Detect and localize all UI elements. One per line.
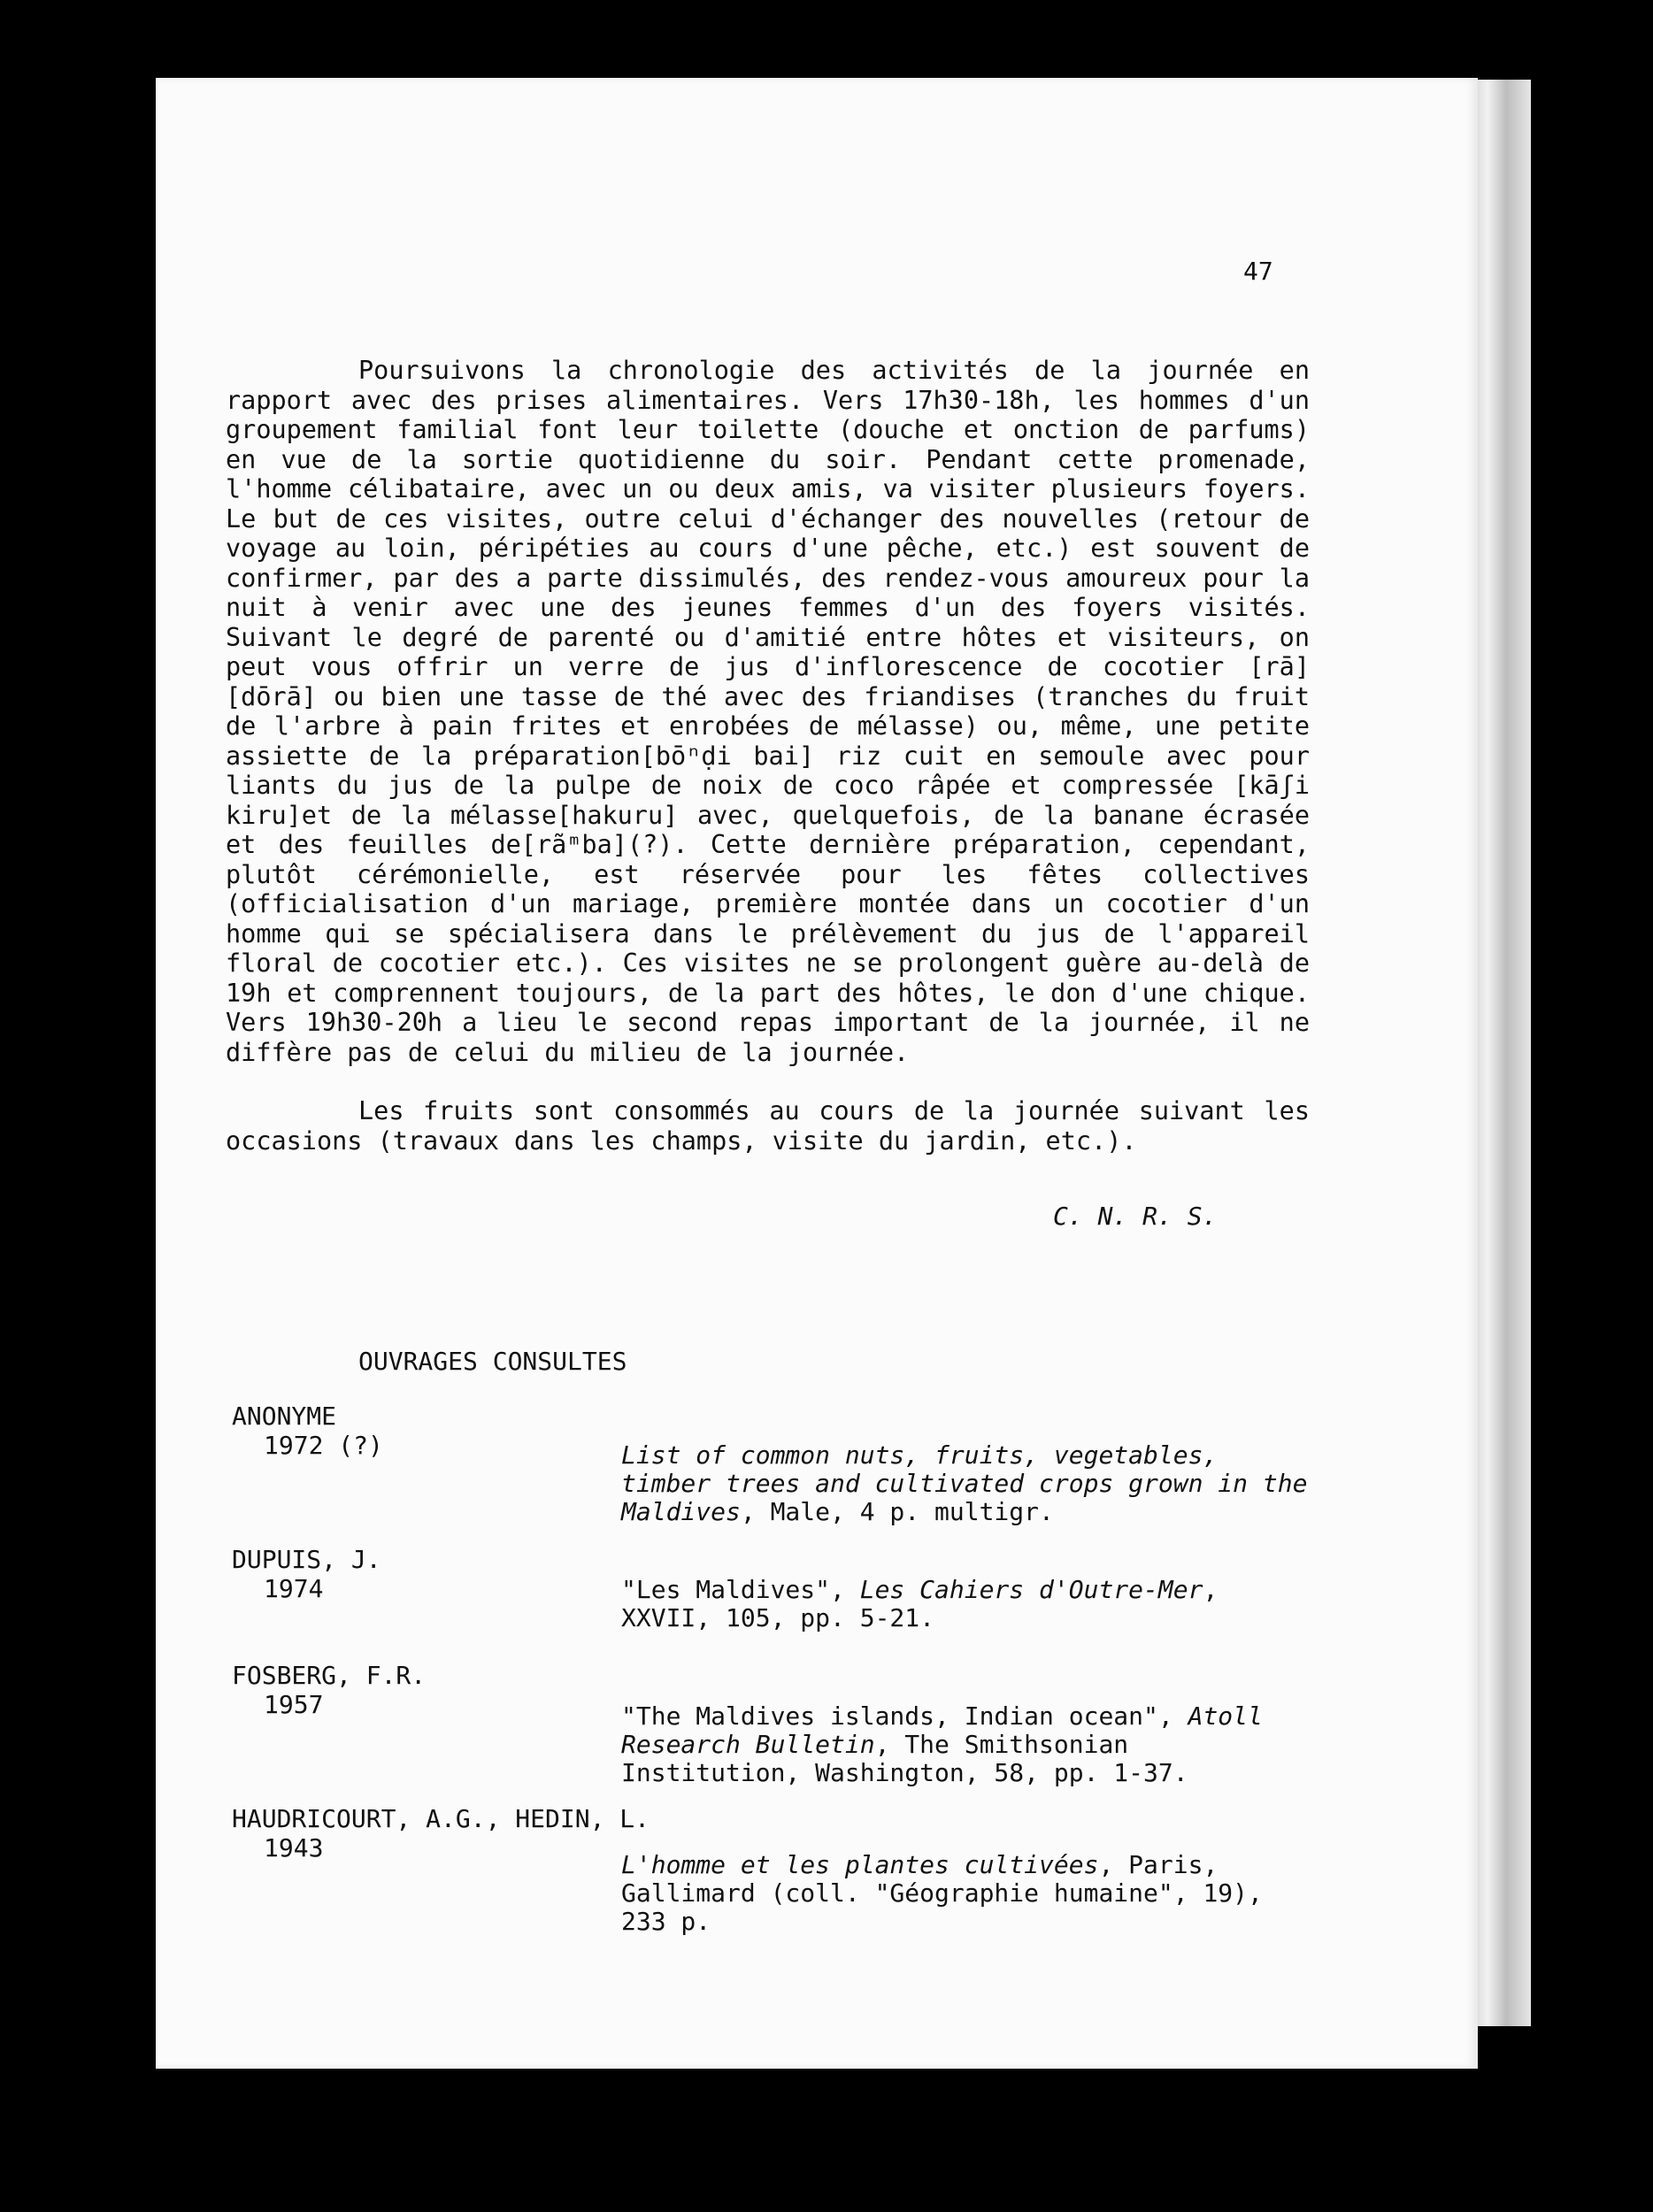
reference-entry — [621, 1702, 1320, 1787]
bibliography-heading: OUVRAGES CONSULTES — [358, 1347, 627, 1376]
reference-details: , Paris, Gallimard (coll. "Géographie humaine", 19), 233 p. — [621, 1850, 1263, 1936]
reference-title: Atoll Research Bulletin — [621, 1701, 1263, 1759]
reference-author: HAUDRICOURT, A.G., HEDIN, L. — [232, 1804, 650, 1833]
reference-details: , Male, 4 p. multigr. — [740, 1497, 1054, 1526]
page-stack-edge — [1469, 80, 1531, 2026]
affiliation-signature: C. N. R. S. — [1053, 1202, 1218, 1231]
reference-article-title: "The Maldives islands, Indian ocean", — [621, 1701, 1188, 1731]
reference-year: 1957 — [264, 1690, 324, 1719]
paragraph-daily-activities: Poursuivons la chronologie des activités de la journée en rapport avec des prises alimentaires. Vers 17h30-18h, les hommes d'un groupement familial font leur toilette (douche et onction de parfums) en vue de la sortie quotidienne du soir. Pendant cette promenade, l'homme célibataire, avec un ou deux amis, va visiter plusieurs foyers. Le but de ces visites, outre celui d'échanger des nouvelles (retour de voyage au loin, péripéties au cours d'une pêche, etc.) est souvent de confirmer, par des a parte dissimulés, des rendez-vous amoureux pour la nuit à venir avec une des jeunes femmes d'un des foyers visités. Suivant le degré de parenté ou d'amitié entre hôtes et visiteurs, on peut vous offrir un verre de jus d'inflorescence de cocotier [rā] [dōrā] ou bien une tasse de thé avec des friandises (tranches du fruit de l'arbre à pain frites et enrobées de mélasse) ou, même, une petite assiette de la préparation[bōⁿḍi bai] riz cuit en semoule avec pour liants du jus de la pulpe de noix de coco râpée et compressée [kāʃi kiru]et de la mélasse[hakuru] avec, quelquefois, de la banane écrasée et des feuilles de[rãᵐba](?). Cette dernière préparation, cependant, plutôt cérémonielle, est réservée pour les fêtes collectives (officialisation d'un mariage, première montée dans un cocotier d'un homme qui se spécialisera dans le prélèvement du jus de l'appareil floral de cocotier etc.). Ces visites ne se prolongent guère au-delà de 19h et comprennent toujours, de la part des hôtes, le don d'une chique. Vers 19h30-20h a lieu le second repas important de la journée, il ne diffère pas de celui du milieu de la journée. — [226, 356, 1310, 1067]
reference-entry — [621, 1851, 1320, 1936]
reference-title: L'homme et les plantes cultivées — [621, 1850, 1099, 1879]
reference-author: DUPUIS, J. — [232, 1545, 381, 1574]
reference-year: 1974 — [264, 1574, 324, 1603]
reference-entry — [621, 1441, 1320, 1526]
page-number: 47 — [1243, 257, 1273, 286]
reference-details: , XXVII, 105, pp. 5-21. — [621, 1575, 1219, 1632]
paragraph-fruits: Les fruits sont consommés au cours de la journée suivant les occasions (travaux dans les champs, visite du jardin, etc.). — [226, 1096, 1310, 1156]
reference-year: 1972 (?) — [264, 1431, 383, 1460]
reference-author: FOSBERG, F.R. — [232, 1661, 427, 1690]
body-text — [226, 356, 1310, 1156]
reference-title: Les Cahiers d'Outre-Mer — [859, 1575, 1203, 1604]
reference-year: 1943 — [264, 1833, 324, 1863]
reference-entry — [621, 1576, 1320, 1632]
reference-author: ANONYME — [232, 1402, 337, 1431]
reference-details: , The Smithsonian Institution, Washington, 58, pp. 1-37. — [621, 1730, 1188, 1787]
reference-title: List of common nuts, fruits, vegetables, timber trees and cultivated crops grown in the Maldives — [621, 1440, 1308, 1526]
reference-article-title: "Les Maldives", — [621, 1575, 860, 1604]
